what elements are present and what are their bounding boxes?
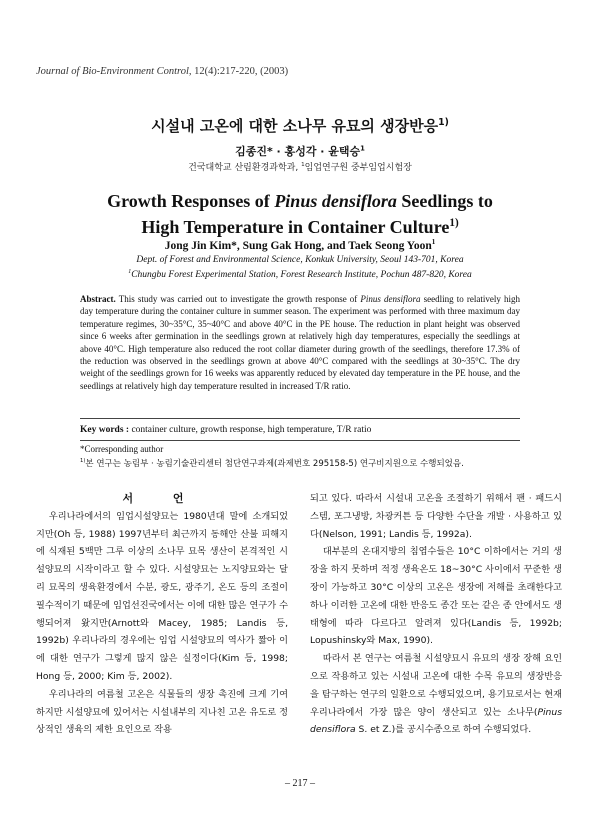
abstract	[80, 293, 520, 392]
body-right-column	[310, 490, 562, 739]
english-affiliation-2-line	[0, 266, 600, 281]
intro-paragraph-1: 우리나라에서의 임업시설양묘는 1980년대 말에 소개되었지만(Oh 등, 1988) 1997년부터 최근까지 동해안 산불 피해지에 식재된 5백만 그루 이상의 소나무 묘목 생산이 본격적인 시설양묘의 시작이라고 할 수 있다. 시설양묘는 노지양묘와는 달리 묘목의 생육환경에서 수분, 광도, 광주기, 온도 등의 조절이 필수적이기 때문에 임업선진국에서는 이에 대한 많은 연구가 수행되어져 왔지만(Arnott와 Macey, 1985; Landis 등, 1992b) 우리나라의 경우에는 임업 시설양묘의 역사가 짧아 이에 대한 연구가 그렇게 많지 않은 실정이다(Kim 등, 1998; Hong 등, 2000; Kim 등, 2002).	[36, 510, 288, 682]
journal-name: Journal of Bio-Environment Control,	[36, 66, 192, 77]
keywords	[80, 425, 520, 435]
intro-paragraph-4-species: Pinus densiflora	[310, 706, 562, 736]
korean-affiliation-1: 건국대학교 산림환경과학과,	[188, 163, 302, 173]
english-affiliation-2: Chungbu Forest Experimental Station, Forest Research Institute, Pochun 487-820, Korea	[131, 270, 472, 281]
english-title-part1: Growth Responses of	[107, 191, 275, 211]
korean-affiliation-mark: 1	[301, 162, 305, 168]
korean-author-names: 김종진* · 홍성각 · 윤택승	[235, 145, 361, 158]
intro-paragraph-2: 우리나라의 여름철 고온은 식물들의 생장 촉진에 크게 기여하지만 시설양묘에 있어서는 시설내부의 지나친 고온 유도로 정상적인 생육의 제한 요인으로 작용	[36, 688, 288, 736]
english-title-line2: High Temperature in Container Culture	[141, 217, 450, 237]
abstract-text-1: This study was carried out to investigate the growth response of	[115, 294, 361, 304]
body-left-column	[36, 490, 288, 739]
korean-authors	[0, 143, 600, 159]
english-affiliations	[0, 254, 600, 281]
korean-title-footnote-mark: 1)	[438, 117, 449, 128]
english-title	[0, 190, 600, 238]
korean-affiliation	[0, 160, 600, 173]
funding-mark: 1)	[80, 458, 86, 465]
intro-paragraph-2-continued: 되고 있다. 따라서 시설내 고온을 조절하기 위해서 팬 · 패드시스템, 포그냉방, 차광커튼 등 다양한 수단을 개발 · 사용하고 있다(Nelson, 1991; Landis 등, 1992a).	[310, 493, 562, 540]
korean-affiliation-2: 임업연구원 중부임업시험장	[304, 163, 412, 173]
abstract-species: Pinus densiflora	[360, 294, 421, 304]
corresponding-author-note: *Corresponding author	[80, 444, 164, 454]
keywords-label: Key words :	[80, 425, 130, 435]
journal-citation	[36, 66, 288, 77]
abstract-text-2: seedling to relatively high day temperature during the container culture in summer season. The experiment was performed with three maximum day temperature regimes, 30~35°C, 35~40°C and above 40°C in the PE house. The reduction in plant height was observed since 6 weeks after germination in the seedlings grown at relatively high day temperatures, especially the seedlings at above 40°C. High temperature also reduced the root collar diameter during growth of the seedlings, therefore 17.3% of the reduction was observed in the seedlings grown at above 40°C compared with the seedlings at 30~35°C. The dry weight of the seedlings grown for 16 weeks was apparently reduced by elevated day temperature in the PE house, and the seedlings at relatively high day temperature resulted in increased T/R ratio.	[80, 294, 520, 391]
intro-paragraph-4-end: S. et Z.)를 공시수종으로 하여 수행되었다.	[355, 724, 532, 736]
abstract-label: Abstract.	[80, 294, 116, 304]
korean-title	[0, 115, 600, 136]
english-title-species: Pinus densiflora	[274, 191, 397, 211]
funding-note	[80, 457, 520, 469]
english-author-names: Jong Jin Kim*, Sung Gak Hong, and Taek Seong Yoon	[164, 239, 432, 252]
intro-paragraph-4	[310, 650, 562, 739]
korean-author-footnote-mark: 1	[360, 144, 365, 153]
journal-volume: 12(4):217-220, (2003)	[191, 66, 289, 77]
keywords-text: container culture, growth response, high temperature, T/R ratio	[129, 425, 372, 435]
intro-paragraph-4-text: 따라서 본 연구는 여름철 시설양묘시 유묘의 생장 장해 요인으로 작용하고 있는 시설내 고온에 대한 수목 유묘의 생장반응을 탐구하는 연구의 일환으로 수행되었으며, 용기묘로서는 현재 우리나라에서 가장 많은 양이 생산되고 있는 소나무(	[310, 653, 562, 718]
funding-text: 본 연구는 농림부 · 농림기술관리센터 첨단연구과제(과제번호 295158-5) 연구비지원으로 수행되었음.	[85, 459, 464, 469]
keywords-bottom-rule	[80, 440, 520, 441]
english-affiliation-2-mark: 1	[128, 269, 132, 275]
section-heading: 서 언	[122, 492, 202, 505]
english-title-part2: Seedlings to	[396, 191, 493, 211]
keywords-top-rule	[80, 418, 520, 419]
english-title-footnote-mark: 1)	[449, 217, 459, 229]
intro-paragraph-3: 대부분의 온대지방의 침엽수들은 10°C 이하에서는 거의 생장을 하지 못하며 적정 생육온도 18~30°C 사이에서 꾸준한 생장이 가능하고 30°C 이상의 고온은 생장에 저해를 초래한다고 하나 이러한 고온에 대한 반응도 종간 또는 같은 종 안에서도 생태형에 따라 다르다고 알려져 있다(Landis 등, 1992b; Lopushinsky와 Max, 1990).	[310, 546, 562, 647]
english-author-footnote-mark: 1	[431, 238, 436, 246]
english-affiliation-1: Dept. of Forest and Environmental Science, Konkuk University, Seoul 143-701, Korea	[136, 255, 464, 265]
korean-title-text: 시설내 고온에 대한 소나무 유묘의 생장반응	[151, 117, 439, 135]
page-number: – 217 –	[285, 778, 315, 789]
english-authors	[0, 238, 600, 252]
